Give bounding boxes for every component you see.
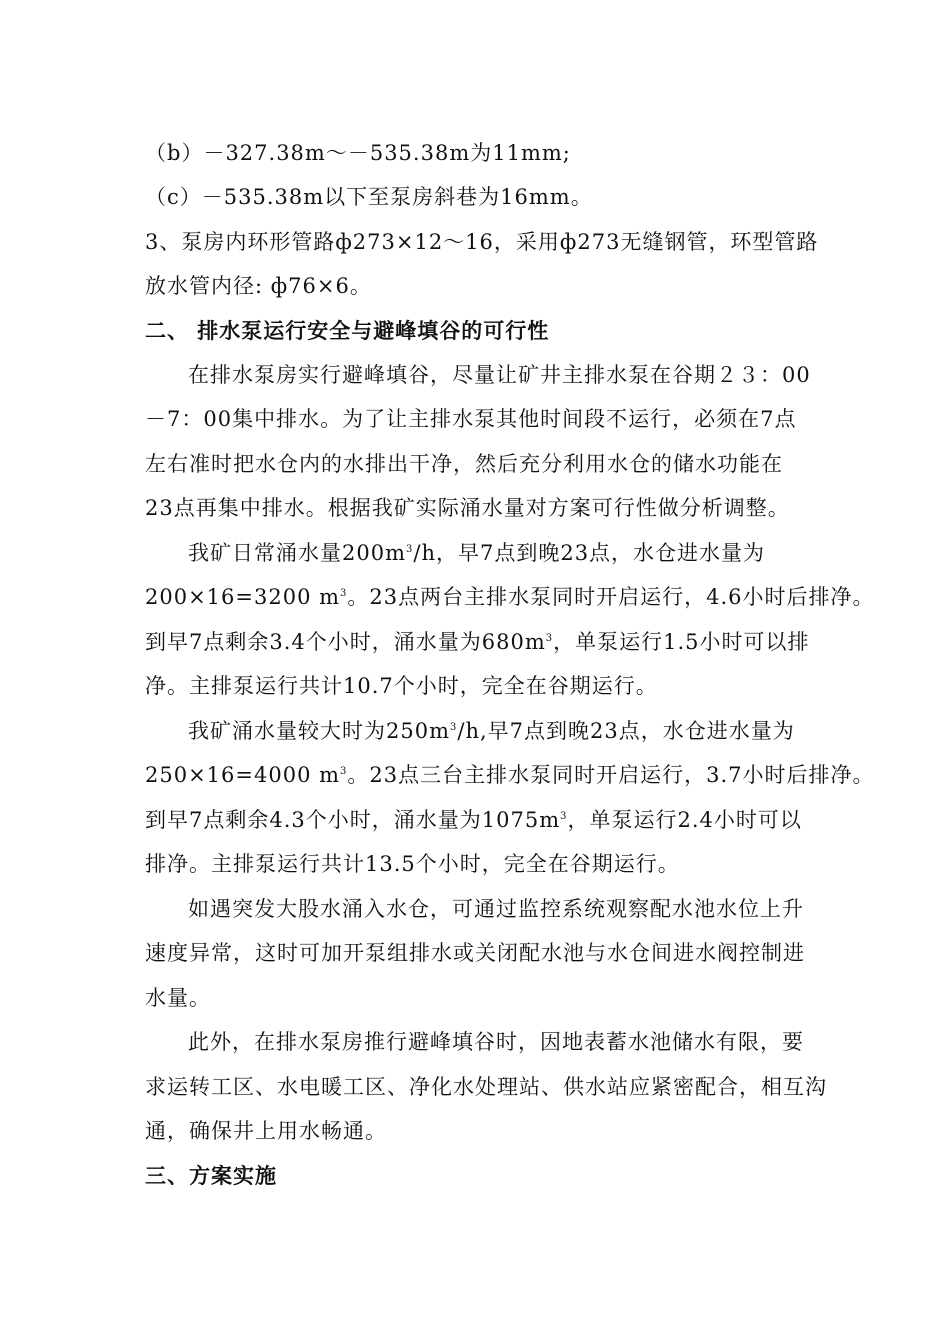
section-heading-3: 三、方案实施 [145,1164,277,1188]
text-span: 到早7点剩余4.3个小时，涌水量为1075m [145,808,561,832]
superscript: 3 [450,722,458,733]
superscript: 3 [340,588,348,599]
paragraph-3-line [145,761,875,789]
text-line: （b）－327.38m～－535.38m为11mm; [145,141,571,165]
text-span: /h,早7点到晚23点，水仓进水量为 [457,719,795,743]
superscript: 3 [406,544,414,555]
text-span: ，单泵运行2.4小时可以 [567,808,802,832]
text-line: （c）－535.38m以下至泵房斜巷为16mm。 [145,185,593,209]
paragraph-3-line [188,717,888,745]
text-span: ，单泵运行1.5小时可以排 [553,630,810,654]
text-line: 3、泵房内环形管路ф273×12～16，采用ф273无缝钢管，环型管路 [145,230,819,254]
paragraph-4-line: 速度异常，这时可加开泵组排水或关闭配水池与水仓间进水阀控制进 [145,941,805,965]
paragraph-2-line [188,539,888,567]
superscript: 3 [340,766,348,777]
paragraph-5-line: 通，确保井上用水畅通。 [145,1119,387,1143]
text-span: 250×16=4000 m [145,763,341,787]
paragraph-5-line: 此外，在排水泵房推行避峰填谷时，因地表蓄水池储水有限，要 [188,1030,804,1054]
text-span: 到早7点剩余3.4个小时，涌水量为680m [145,630,546,654]
paragraph-2-line: 净。主排泵运行共计10.7个小时，完全在谷期运行。 [145,674,658,698]
paragraph-1-line: 23点再集中排水。根据我矿实际涌水量对方案可行性做分析调整。 [145,496,790,520]
text-span: 。23点三台主排水泵同时开启运行，3.7小时后排净。 [347,763,875,787]
paragraph-2-line [145,628,845,656]
text-span: /h，早7点到晚23点，水仓进水量为 [413,541,766,565]
paragraph-1-line: －7：00集中排水。为了让主排水泵其他时间段不运行，必须在7点 [145,407,797,431]
text-span: 我矿涌水量较大时为250m [188,719,450,743]
section-heading-2: 二、 排水泵运行安全与避峰填谷的可行性 [145,319,550,343]
superscript: 3 [545,633,554,644]
paragraph-4-line: 如遇突发大股水涌入水仓，可通过监控系统观察配水池水位上升 [188,897,804,921]
paragraph-3-line [145,806,845,834]
paragraph-4-line: 水量。 [145,986,211,1010]
superscript: 3 [560,811,568,822]
paragraph-5-line: 求运转工区、水电暖工区、净化水处理站、供水站应紧密配合，相互沟 [145,1075,827,1099]
paragraph-1-line: 左右准时把水仓内的水排出干净，然后充分利用水仓的储水功能在 [145,452,783,476]
paragraph-3-line: 排净。主排泵运行共计13.5个小时，完全在谷期运行。 [145,852,680,876]
text-line: 放水管内径: ф76×6。 [145,274,372,298]
text-span: 我矿日常涌水量200m [188,541,406,565]
paragraph-1-line: 在排水泵房实行避峰填谷，尽量让矿井主排水泵在谷期２３：00 [188,363,811,387]
paragraph-2-line [145,583,875,611]
text-span: 。23点两台主排水泵同时开启运行，4.6小时后排净。 [347,585,875,609]
text-span: 200×16=3200 m [145,585,341,609]
